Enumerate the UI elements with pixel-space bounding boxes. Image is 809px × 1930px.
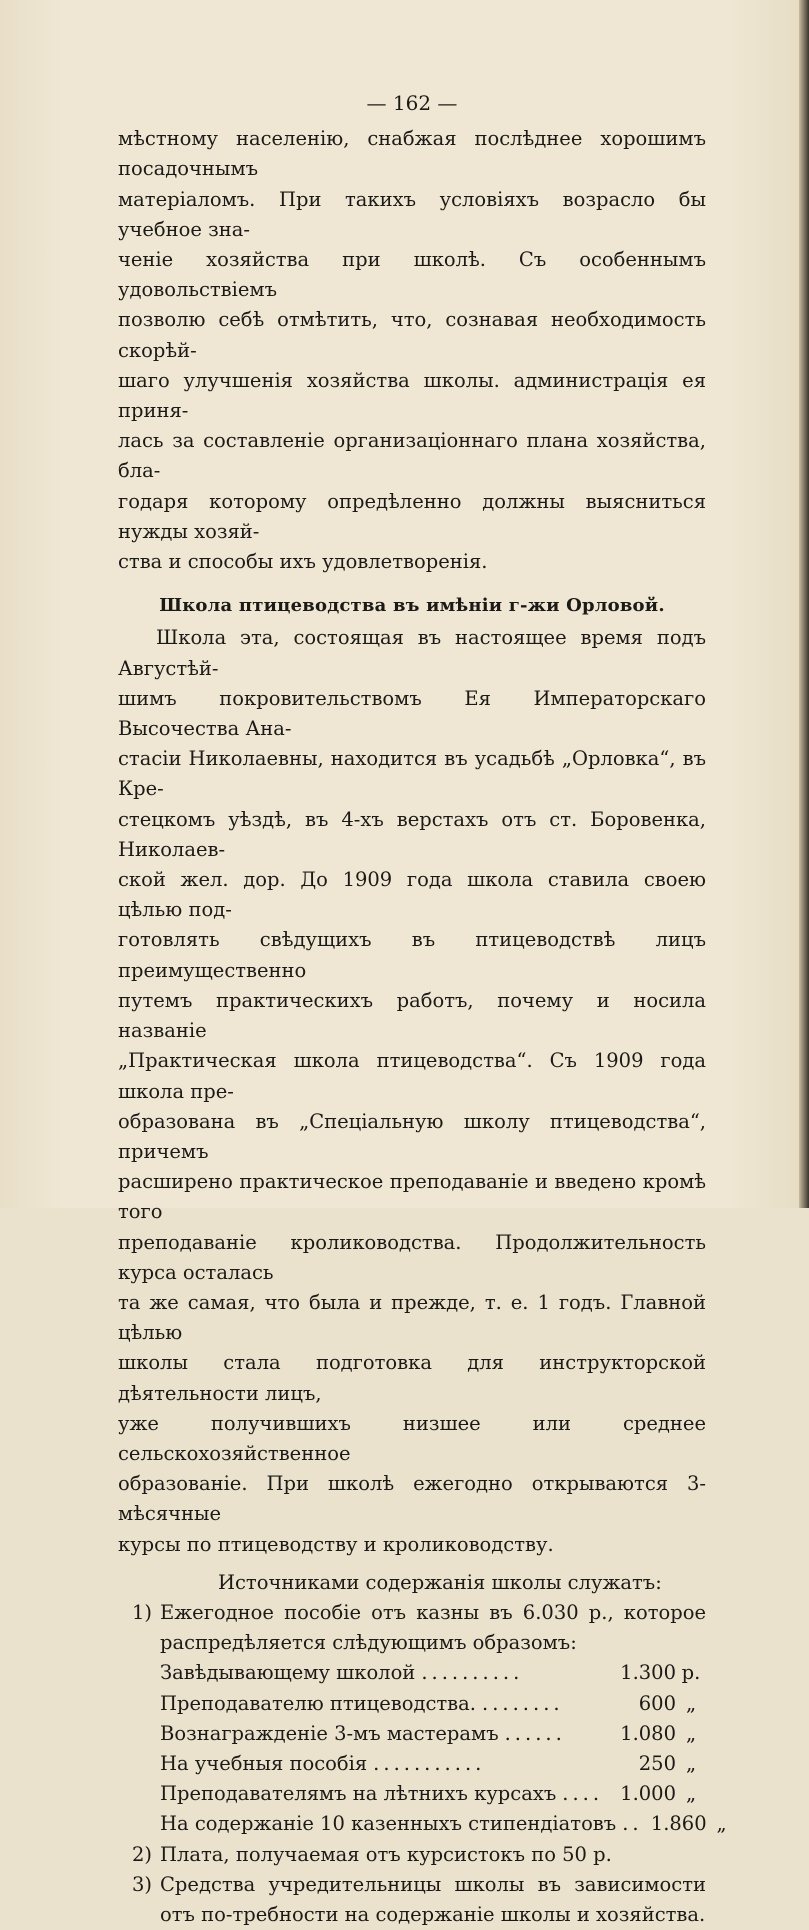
text-line: „Практическая школа птицеводства“. Съ 1909 года школа пре- <box>118 1049 706 1103</box>
source-item-2 <box>118 1840 706 1870</box>
text-line: уже получившихъ низшее или среднее сельскохозяйственное <box>118 1411 706 1465</box>
page-number: — 162 — <box>366 91 458 115</box>
text-line: курсы по птицеводству и кролиководству. <box>118 1532 554 1556</box>
text-line: образована въ „Спеціальную школу птицеводства“, причемъ <box>118 1109 706 1163</box>
section-title: Школа птицеводства въ имѣніи г-жи Орловой. <box>159 595 665 617</box>
text-line: мѣстному населенію, снабжая послѣднее хорошимъ посадочнымъ <box>118 127 706 181</box>
budget-label: На учебныя пособія <box>160 1751 368 1775</box>
page-text <box>118 88 727 1930</box>
budget-amount: 250 <box>638 1751 676 1775</box>
intro-paragraph <box>118 124 706 577</box>
text-line: ской жел. дор. До 1909 года школа ставила своею цѣлью под- <box>118 868 706 922</box>
text-line: ченіе хозяйства при школѣ. Съ особеннымъ удовольствіемъ <box>118 248 706 302</box>
source-item-3 <box>118 1870 706 1930</box>
budget-amount: 1.080 <box>620 1721 676 1745</box>
budget-unit: „ <box>685 1782 697 1806</box>
list-number: 3) <box>132 1872 153 1896</box>
text-line: шаго улучшенія хозяйства школы. администрація ея приня- <box>118 368 706 423</box>
school-description-paragraph <box>118 623 706 1559</box>
leader-dots: ........... <box>373 1751 486 1775</box>
text-line: Школа эта, состоящая въ настоящее время подъ Августѣй- <box>118 626 706 680</box>
budget-unit: „ <box>716 1812 727 1836</box>
budget-row <box>118 1809 727 1839</box>
budget-amount: 600 <box>638 1691 676 1715</box>
text-line: расширено практическое преподаваніе и введено кромѣ того <box>118 1170 706 1224</box>
budget-row <box>118 1719 706 1749</box>
budget-label: Преподавателю птицеводства. <box>160 1691 476 1715</box>
text-line: годаря которому опредѣленно должны выясниться нужды хозяй- <box>118 489 706 543</box>
source-item-1 <box>118 1598 706 1658</box>
budget-row <box>118 1658 706 1688</box>
text-line: школы стала подготовка для инструкторской дѣятельности лицъ, <box>118 1351 706 1405</box>
budget-table <box>118 1658 727 1839</box>
text-line: матеріаломъ. При такихъ условіяхъ возрасло бы учебное зна- <box>118 187 706 241</box>
text-line: ства и способы ихъ удовлетворенія. <box>118 550 488 574</box>
text-line: готовлять свѣдущихъ въ птицеводствѣ лицъ преимущественно <box>118 928 706 982</box>
text-line: та же самая, что была и прежде, т. е. 1 годъ. Главной цѣлью <box>118 1290 706 1345</box>
text-line: шимъ покровительствомъ Ея Императорскаго Высочества Ана- <box>118 686 706 741</box>
leader-dots: .... <box>562 1782 604 1806</box>
leader-dots: ...... <box>504 1721 566 1745</box>
text-line: преподаваніе кролиководства. Продолжительность курса осталась <box>118 1230 706 1284</box>
budget-row <box>118 1779 706 1809</box>
leader-dots: .. <box>622 1812 643 1836</box>
budget-amount: 1.300 <box>620 1661 676 1685</box>
budget-row <box>118 1689 706 1719</box>
list-number: 2) <box>132 1842 153 1866</box>
text-line: позволю себѣ отмѣтить, что, сознавая необходимость скорѣй- <box>118 308 706 362</box>
budget-unit: „ <box>685 1721 697 1745</box>
budget-label: Завѣдывающему школой <box>160 1661 416 1685</box>
leader-dots: .......... <box>421 1661 524 1685</box>
text-line: стасіи Николаевны, находится въ усадьбѣ „Орловка“, въ Кре- <box>118 747 706 801</box>
text-line: лась за составленіе организаціоннаго плана хозяйства, бла- <box>118 429 706 483</box>
budget-label: Преподавателямъ на лѣтнихъ курсахъ <box>160 1782 557 1806</box>
budget-label: На содержаніе 10 казенныхъ стипендіатовъ <box>160 1812 617 1836</box>
list-text: Ежегодное пособіе отъ казны въ 6.030 р., которое распредѣляется слѣдующимъ образомъ: <box>160 1600 706 1655</box>
budget-unit: „ <box>685 1751 697 1775</box>
list-number: 1) <box>132 1600 153 1624</box>
budget-unit: р. <box>681 1661 701 1685</box>
budget-unit: „ <box>685 1691 697 1715</box>
sources-heading: Источниками содержанія школы служатъ: <box>218 1570 662 1594</box>
budget-amount: 1.000 <box>620 1782 676 1806</box>
page-binding-edge <box>799 0 809 1208</box>
budget-label: Вознагражденіе 3-мъ мастерамъ <box>160 1721 499 1745</box>
text-line: стецкомъ уѣздѣ, въ 4-хъ верстахъ отъ ст. Боровенка, Николаев- <box>118 807 706 861</box>
budget-row <box>118 1749 706 1779</box>
budget-amount: 1.860 <box>650 1812 707 1836</box>
text-line: путемъ практическихъ работъ, почему и носила названіе <box>118 988 706 1043</box>
leader-dots: ........ <box>482 1691 564 1715</box>
text-line: образованіе. При школѣ ежегодно открываются 3-мѣсячные <box>118 1472 706 1526</box>
list-text: Средства учредительницы школы въ зависимости отъ по-требности на содержаніе школы и хозяйства. <box>160 1872 706 1926</box>
list-text: Плата, получаемая отъ курсистокъ по 50 р. <box>160 1842 612 1866</box>
